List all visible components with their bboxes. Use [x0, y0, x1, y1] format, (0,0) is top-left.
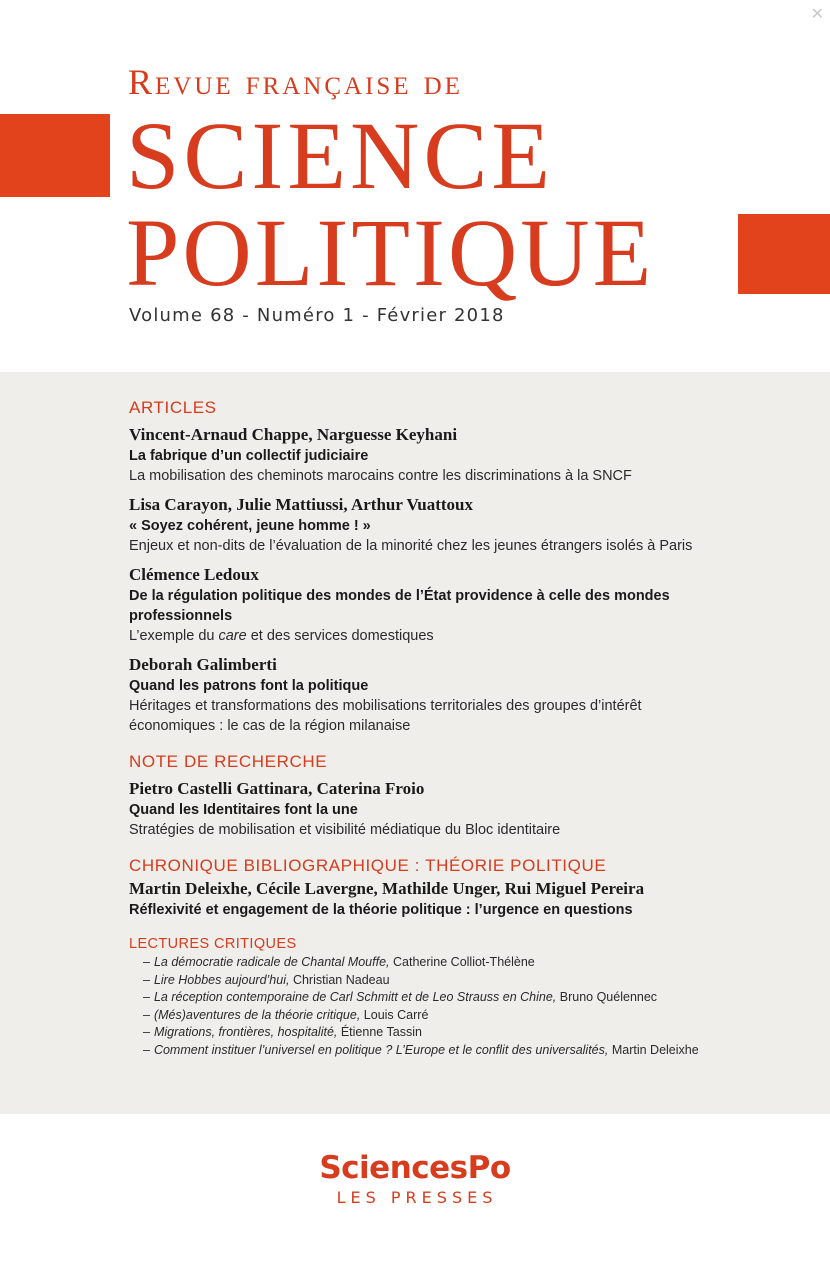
left-accent-bar: [0, 114, 110, 197]
journal-title-line1-text: Revue française de: [128, 62, 463, 102]
lecture-reviewer: Louis Carré: [360, 1007, 429, 1022]
note-authors: Pietro Castelli Gattinara, Caterina Froio: [129, 779, 425, 798]
lecture-dash: –: [143, 972, 150, 987]
lecture-item: [129, 954, 819, 972]
article-subtitle: [129, 626, 819, 646]
article-subtitle-part: L’exemple du: [129, 628, 219, 644]
lecture-reviewer: Étienne Tassin: [337, 1025, 422, 1039]
lecture-item: [129, 1007, 819, 1025]
lecture-book: (Més)aventures de la théorie critique,: [153, 1007, 361, 1022]
lecture-dash: –: [143, 955, 150, 969]
section-heading-chronique: CHRONIQUE BIBLIOGRAPHIQUE : THÉORIE POLITIQUE: [129, 856, 607, 875]
chronique-title: Réflexivité et engagement de la théorie politique : l’urgence en questions: [129, 902, 633, 918]
article-subtitle: La mobilisation des cheminots marocains contre les discriminations à la SNCF: [129, 468, 632, 484]
lecture-reviewer: Martin Deleixhe: [608, 1042, 699, 1057]
section-heading-lectures: LECTURES CRITIQUES: [129, 936, 297, 952]
lecture-dash: –: [143, 1042, 150, 1057]
right-accent-bar: [738, 214, 830, 294]
article-entry: [129, 424, 819, 486]
corner-mark-icon: ✕: [810, 4, 824, 23]
lectures-list: [129, 954, 819, 1059]
article-title: La fabrique d’un collectif judiciaire: [129, 448, 369, 464]
lecture-book: La réception contemporaine de Carl Schmitt et de Leo Strauss en Chine,: [153, 990, 557, 1004]
lecture-reviewer: Catherine Colliot-Thélène: [389, 955, 535, 969]
lecture-item: [129, 972, 819, 990]
article-subtitle-part: et des services domestiques: [246, 628, 434, 644]
lecture-book: Comment instituer l’universel en politique ? L’Europe et le conflit des universalités,: [153, 1042, 609, 1057]
article-authors: Clémence Ledoux: [129, 565, 259, 584]
chronique-entry: [129, 878, 819, 920]
article-title: Quand les patrons font la politique: [129, 678, 369, 694]
note-title: Quand les Identitaires font la une: [129, 802, 358, 818]
article-authors: Deborah Galimberti: [129, 655, 277, 674]
article-title: De la régulation politique des mondes de l’État providence à celle des mondes professionnels: [129, 588, 670, 624]
table-of-contents: [129, 396, 819, 1059]
lecture-dash: –: [143, 1007, 150, 1022]
article-subtitle-italic: care: [218, 628, 247, 644]
article-entry: [129, 654, 819, 736]
journal-title-line1: [128, 64, 728, 100]
lecture-dash: –: [143, 1025, 150, 1039]
publisher-name: SciencesPo: [319, 1150, 511, 1186]
lecture-reviewer: Christian Nadeau: [289, 972, 390, 987]
lecture-item: [129, 989, 819, 1007]
section-heading-note: NOTE DE RECHERCHE: [129, 752, 328, 771]
publisher-sub: LES PRESSES: [336, 1188, 498, 1207]
chronique-authors: Martin Deleixhe, Cécile Lavergne, Mathilde Unger, Rui Miguel Pereira: [129, 879, 645, 898]
lecture-item: [129, 1024, 819, 1042]
article-entry: [129, 564, 819, 646]
article-entry: [129, 494, 819, 556]
lecture-book: Lire Hobbes aujourd’hui,: [153, 972, 290, 987]
lecture-item: [129, 1042, 819, 1060]
section-heading-articles: ARTICLES: [129, 398, 217, 417]
note-subtitle: Stratégies de mobilisation et visibilité médiatique du Bloc identitaire: [129, 822, 561, 838]
article-subtitle: Héritages et transformations des mobilisations territoriales des groupes d’intérêt économiques : le cas de la région milanaise: [129, 698, 642, 734]
article-authors: Lisa Carayon, Julie Mattiussi, Arthur Vuattoux: [129, 495, 473, 514]
lecture-book: Migrations, frontières, hospitalité,: [153, 1025, 338, 1039]
note-entry: [129, 778, 819, 840]
publisher-logo: [0, 1150, 830, 1210]
journal-title-line2: SCIENCE: [126, 102, 555, 209]
lecture-book: La démocratie radicale de Chantal Mouffe,: [153, 955, 390, 969]
issue-info: Volume 68 - Numéro 1 - Février 2018: [129, 305, 505, 326]
lecture-dash: –: [143, 990, 150, 1004]
lecture-reviewer: Bruno Quélennec: [556, 990, 658, 1004]
journal-title-line3: POLITIQUE: [126, 199, 655, 306]
article-authors: Vincent-Arnaud Chappe, Narguesse Keyhani: [129, 425, 458, 444]
article-subtitle: Enjeux et non-dits de l’évaluation de la minorité chez les jeunes étrangers isolés à Paris: [129, 538, 693, 554]
article-title: « Soyez cohérent, jeune homme ! »: [129, 518, 371, 534]
